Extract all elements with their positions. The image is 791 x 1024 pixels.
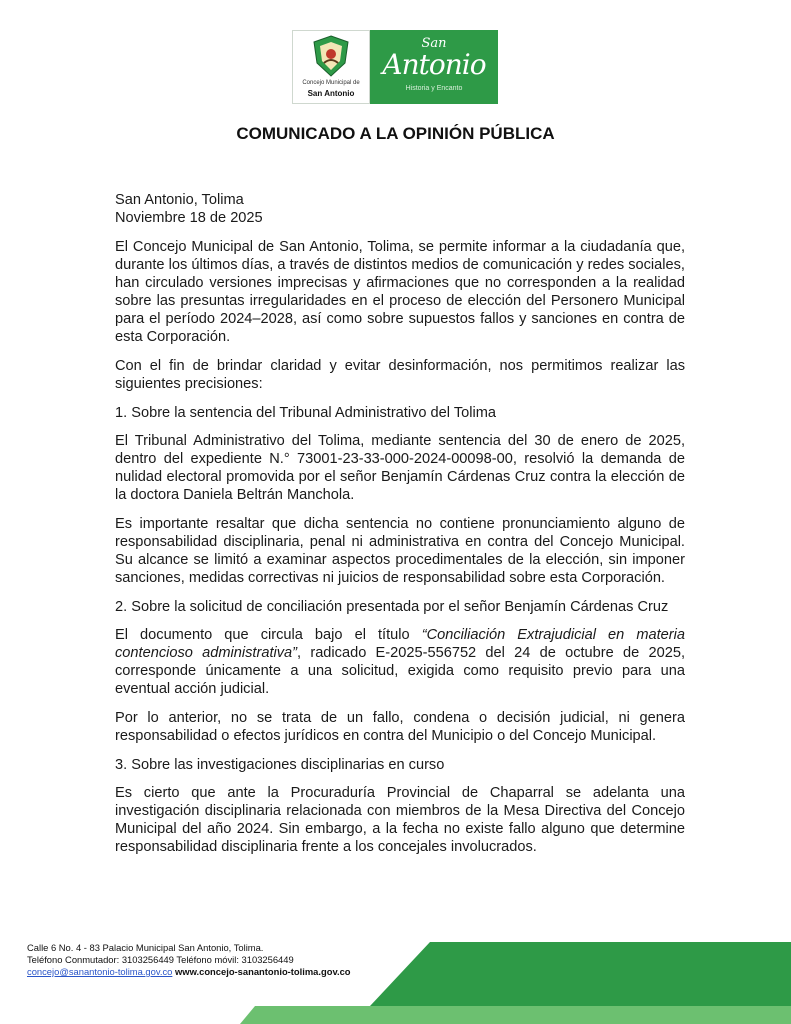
footer xyxy=(27,942,351,978)
logo-caption-line2: San Antonio xyxy=(307,89,355,98)
paragraph-investigations: Es cierto que ante la Procuraduría Provincial de Chaparral se adelanta una investigación disciplinaria relacionada con miembros de la Mesa Directiva del Concejo Municipal del año 2024. Sin embargo, a la fecha no existe fallo alguno que determine responsabilidad disciplinaria frente a los concejales involucrados. xyxy=(115,785,685,855)
conciliation-text-post: , radicado E-2025-556752 del 24 de octubre de 2025, corresponde únicamente a una solicitud, exigida como requisito previo para una eventual acción judicial. xyxy=(115,645,686,697)
logo-caption-line1: Concejo Municipal de xyxy=(302,80,360,86)
section-heading-2: 2. Sobre la solicitud de conciliación presentada por el señor Benjamín Cárdenas Cruz xyxy=(115,599,669,615)
paragraph-purpose: Con el fin de brindar claridad y evitar desinformación, nos permitimos realizar las siguientes precisiones: xyxy=(115,358,685,392)
date: Noviembre 18 de 2025 xyxy=(115,210,263,226)
conciliation-title: “Conciliación Extrajudicial en materia contencioso administrativa” xyxy=(115,627,685,661)
logo-antonio: Antonio xyxy=(382,48,486,81)
footer-contact xyxy=(27,966,351,978)
footer-website[interactable]: www.concejo-sanantonio-tolima.gov.co xyxy=(174,966,351,977)
conciliation-text-pre: El documento que circula bajo el título xyxy=(115,627,422,643)
section-heading-3: 3. Sobre las investigaciones disciplinarias en curso xyxy=(115,757,445,773)
paragraph-intro: El Concejo Municipal de San Antonio, Tolima, se permite informar a la ciudadanía que, durante los últimos días, a través de distintos medios de comunicación y redes sociales, han circulado versiones imprecisas y afirmaciones que no corresponden a la realidad sobre las presuntas irregularidades en el proceso de elección del Personero Municipal para el período 2024–2028, así como sobre supuestos fallos y sanciones en contra de esta Corporación. xyxy=(115,239,685,345)
logo-san: San xyxy=(421,36,447,51)
footer-address: Calle 6 No. 4 - 83 Palacio Municipal San Antonio, Tolima. xyxy=(27,942,264,953)
paragraph-scope: Es importante resaltar que dicha sentencia no contiene pronunciamiento alguno de responsabilidad disciplinaria, penal ni administrativa en contra del Concejo Municipal. Su alcance se limitó a examinar aspectos procedimentales de la elección, sin imponer sanciones, medidas correctivas ni juicios de responsabilidad sobre esta Corporación. xyxy=(115,516,685,586)
section-heading-1: 1. Sobre la sentencia del Tribunal Administrativo del Tolima xyxy=(115,405,496,421)
footer-phones: Teléfono Conmutador: 3103256449 Teléfono móvil: 3103256449 xyxy=(27,954,294,965)
paragraph-consequence: Por lo anterior, no se trata de un fallo, condena o decisión judicial, ni genera responsabilidad o efectos jurídicos en contra del Municipio o del Concejo Municipal. xyxy=(115,710,685,744)
footer-email[interactable]: concejo@sanantonio-tolima.gov.co xyxy=(27,966,173,977)
paragraph-tribunal: El Tribunal Administrativo del Tolima, mediante sentencia del 30 de enero de 2025, dentro del expediente N.° 73001-23-33-000-2024-00098-00, resolvió la demanda de nulidad electoral promovida por el señor Benjamín Cárdenas Cruz contra la elección de la doctora Daniela Beltrán Manchola. xyxy=(115,433,685,503)
place: San Antonio, Tolima xyxy=(115,192,244,208)
page-title: COMUNICADO A LA OPINIÓN PÚBLICA xyxy=(236,124,555,143)
logo-tagline: Historia y Encanto xyxy=(405,85,463,92)
